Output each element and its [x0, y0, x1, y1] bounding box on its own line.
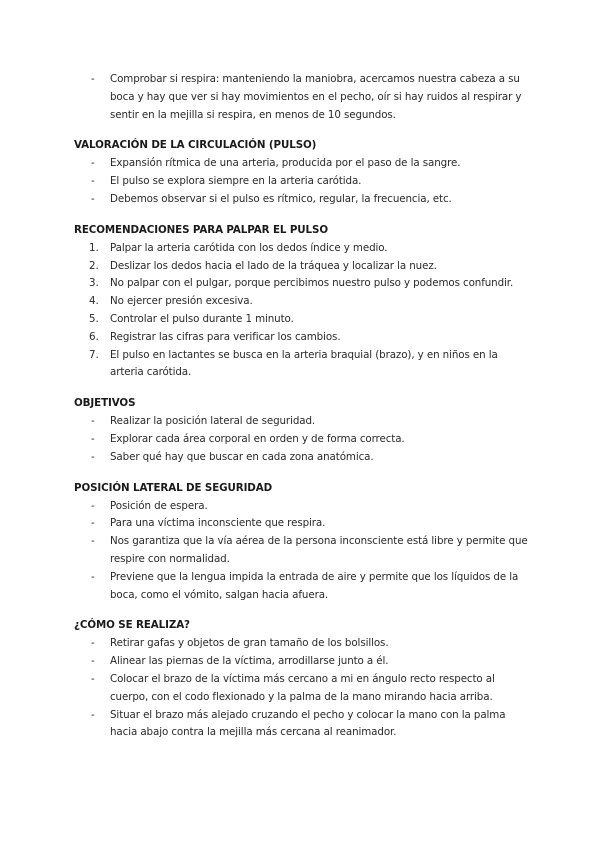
list-dash: -: [91, 499, 95, 512]
list-number: 6.: [89, 330, 99, 343]
list-item-text: Deslizar los dedos hacia el lado de la tráquea y localizar la nuez.: [110, 259, 437, 272]
list-item-text: Alinear las piernas de la víctima, arrodillarse junto a él.: [110, 655, 389, 668]
list-dash: -: [91, 655, 95, 668]
list-item-text: Saber qué hay que buscar en cada zona anatómica.: [110, 450, 374, 463]
list-item: [74, 635, 534, 653]
list-number: 3.: [89, 277, 99, 290]
list-item-text: Para una víctima inconsciente que respira.: [110, 517, 326, 530]
list-dash: -: [91, 450, 95, 463]
list-item-text: Colocar el brazo de la víctima más cercano a mi en ángulo recto respecto al cuerpo, con el codo flexionado y la palma de la mano mirando hacia arriba.: [110, 672, 495, 703]
section: [74, 480, 534, 605]
list-item-text: Nos garantiza que la vía aérea de la persona inconsciente está libre y permite que respire con normalidad.: [110, 535, 528, 565]
list-item: [74, 191, 534, 209]
list-item: [74, 329, 534, 347]
list-item-text: Realizar la posición lateral de seguridad.: [110, 415, 316, 428]
list-item: [74, 240, 534, 258]
section: [74, 617, 534, 742]
list-item-text: No ejercer presión excesiva.: [110, 295, 253, 308]
dash-list: [74, 413, 534, 466]
list-dash: -: [91, 175, 95, 188]
list-item: [74, 275, 534, 293]
list-number: 2.: [89, 259, 99, 272]
list-item-text: Expansión rítmica de una arteria, producida por el paso de la sangre.: [110, 157, 461, 170]
list-item: [74, 173, 534, 191]
list-item: [74, 449, 534, 467]
section: [74, 222, 534, 382]
list-item: [74, 71, 534, 124]
list-dash: -: [91, 637, 95, 650]
dash-list: [74, 498, 534, 605]
list-dash: -: [91, 415, 95, 428]
list-item: [74, 569, 534, 605]
list-dash: -: [91, 570, 95, 583]
list-item: [74, 413, 534, 431]
list-item-text: Palpar la arteria carótida con los dedos índice y medio.: [110, 241, 388, 254]
list-dash: -: [91, 708, 95, 721]
list-item-text: Retirar gafas y objetos de gran tamaño de los bolsillos.: [110, 637, 389, 650]
list-number: 5.: [89, 312, 99, 325]
list-number: 1.: [89, 241, 99, 254]
list-dash: -: [91, 535, 95, 548]
numbered-list: [74, 240, 534, 382]
dash-list: [74, 155, 534, 208]
list-number: 4.: [89, 295, 99, 308]
list-dash: -: [91, 517, 95, 530]
list-dash: -: [91, 73, 95, 85]
section-heading: RECOMENDACIONES PARA PALPAR EL PULSO: [74, 223, 328, 236]
list-item: [74, 347, 534, 383]
section-heading: POSICIÓN LATERAL DE SEGURIDAD: [74, 481, 273, 494]
list-item-text: Comprobar si respira: manteniendo la maniobra, acercamos nuestra cabeza a su boca y hay que ver si hay movimientos en el pecho, oír si hay ruidos al respirar y sentir en la mejilla si respira, en menos de 10 segundos.: [110, 73, 522, 121]
list-item-text: Posición de espera.: [110, 499, 208, 512]
list-dash: -: [91, 672, 95, 685]
list-dash: -: [91, 157, 95, 170]
list-item-text: Debemos observar si el pulso es rítmico, regular, la frecuencia, etc.: [110, 192, 452, 205]
list-item: [74, 311, 534, 329]
list-item: [74, 533, 534, 569]
list-item: [74, 155, 534, 173]
list-item: [74, 671, 534, 707]
list-item-text: Explorar cada área corporal en orden y de forma correcta.: [110, 432, 405, 445]
list-item-text: El pulso se explora siempre en la arteria carótida.: [110, 175, 362, 188]
list-item-text: Situar el brazo más alejado cruzando el pecho y colocar la mano con la palma hacia abajo contra la mejilla más cercana al reanimador.: [110, 708, 506, 739]
list-item: [74, 707, 534, 743]
list-item-text: Registrar las cifras para verificar los cambios.: [110, 330, 341, 343]
section-heading: VALORACIÓN DE LA CIRCULACIÓN (PULSO): [74, 139, 317, 152]
list-item-text: El pulso en lactantes se busca en la arteria braquial (brazo), y en niños en la arteria carótida.: [110, 348, 498, 379]
document-content: [74, 71, 534, 742]
list-number: 7.: [89, 348, 99, 361]
list-item: [74, 653, 534, 671]
list-dash: -: [91, 192, 95, 205]
list-item-text: Previene que la lengua impida la entrada de aire y permite que los líquidos de la boca, como el vómito, salgan hacia afuera.: [110, 570, 519, 601]
dash-list: [74, 635, 534, 742]
list-dash: -: [91, 432, 95, 445]
intro-list: [74, 71, 534, 124]
section-heading: ¿CÓMO SE REALIZA?: [74, 619, 190, 632]
section: [74, 137, 534, 208]
list-item: [74, 431, 534, 449]
list-item: [74, 258, 534, 276]
section-heading: OBJETIVOS: [74, 397, 136, 410]
list-item: [74, 293, 534, 311]
list-item: [74, 498, 534, 516]
section: [74, 395, 534, 466]
list-item: [74, 515, 534, 533]
list-item-text: No palpar con el pulgar, porque percibimos nuestro pulso y podemos confundir.: [110, 277, 514, 290]
list-item-text: Controlar el pulso durante 1 minuto.: [110, 312, 294, 325]
